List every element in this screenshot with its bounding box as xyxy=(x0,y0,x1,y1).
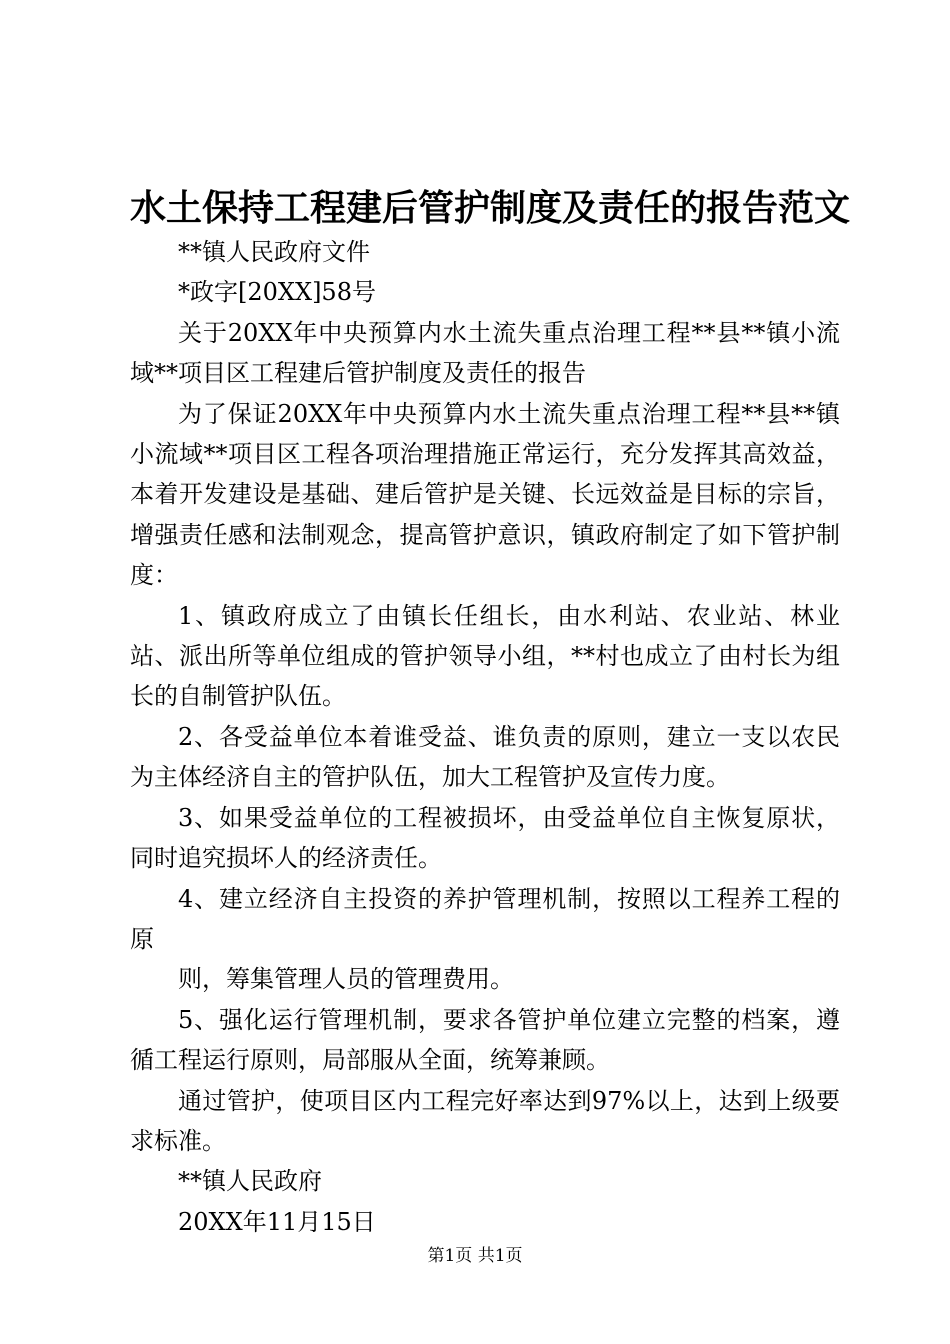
item-1-paragraph: 1、镇政府成立了由镇长任组长，由水利站、农业站、林业站、派出所等单位组成的管护领导小组，**村也成立了由村长为组长的自制管护队伍。 xyxy=(130,601,840,711)
document-title: 水土保持工程建后管护制度及责任的报告范文 xyxy=(130,188,851,229)
item-4-paragraph: 4、建立经济自主投资的养护管理机制，按照以工程养工程的原 xyxy=(130,884,840,953)
conclusion-paragraph: 通过管护，使项目区内工程完好率达到97%以上，达到上级要求标准。 xyxy=(130,1086,840,1155)
intro-paragraph: 为了保证20XX年中央预算内水土流失重点治理工程**县**镇小流域**项目区工程各项治理措施正常运行，充分发挥其高效益，本着开发建设是基础、建后管护是关键、长远效益是目标的宗旨，增强责任感和法制观念，提高管护意识，镇政府制定了如下管护制度： xyxy=(130,399,840,590)
document-number: *政字[20XX]58号 xyxy=(178,278,376,307)
item-4-continuation: 则，筹集管理人员的管理费用。 xyxy=(178,965,514,994)
item-3-paragraph: 3、如果受益单位的工程被损坏，由受益单位自主恢复原状，同时追究损坏人的经济责任。 xyxy=(130,803,840,873)
report-subject: 关于20XX年中央预算内水土流失重点治理工程**县**镇小流域**项目区工程建后管护制度及责任的报告 xyxy=(130,318,840,388)
document-body xyxy=(130,232,840,1242)
signature-issuer: **镇人民政府 xyxy=(178,1167,322,1196)
signature-date: 20XX年11月15日 xyxy=(178,1207,376,1236)
page-number-footer: 第1页 共1页 xyxy=(427,1246,523,1266)
item-5-paragraph: 5、强化运行管理机制，要求各管护单位建立完整的档案，遵循工程运行原则，局部服从全面，统筹兼顾。 xyxy=(130,1005,840,1075)
issuer-line: **镇人民政府文件 xyxy=(178,238,370,266)
item-2-paragraph: 2、各受益单位本着谁受益、谁负责的原则，建立一支以农民为主体经济自主的管护队伍，加大工程管护及宣传力度。 xyxy=(130,722,840,792)
